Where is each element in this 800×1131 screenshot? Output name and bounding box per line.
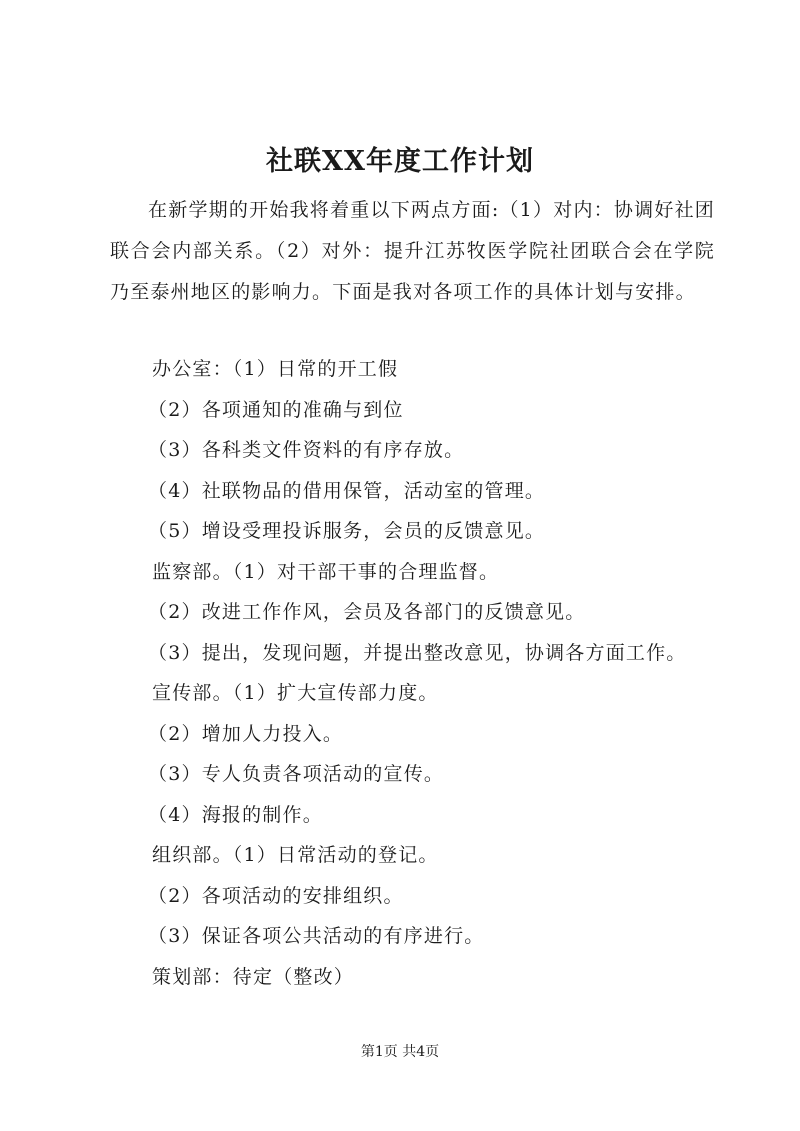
plan-line: 组织部。（1）日常活动的登记。 — [152, 844, 439, 866]
plan-line: 监察部。（1）对干部干事的合理监督。 — [152, 560, 500, 583]
plan-line: （3）保证各项公共活动的有序进行。 — [148, 925, 485, 947]
plan-line: （2）改进工作作风，会员及各部门的反馈意见。 — [148, 601, 586, 623]
plan-line: 宣传部。（1）扩大宣传部力度。 — [152, 682, 439, 704]
plan-line: （3）各科类文件资料的有序存放。 — [148, 439, 465, 461]
plan-line: （4）社联物品的借用保管，活动室的管理。 — [148, 479, 546, 502]
intro-paragraph: 在新学期的开始我将着重以下两点方面:（1）对内：协调好社团联合会内部关系。（2）对外：提升江苏牧医学院社团联合会在学院乃至泰州地区的影响力。下面是我对各项工作的具体计划与安排。 — [110, 199, 715, 303]
plan-line: 策划部：待定（整改） — [152, 965, 355, 988]
page-footer: 第1页 共4页 — [360, 1044, 440, 1060]
document-title: 社联XX年度工作计划 — [266, 146, 534, 177]
plan-line: （3）提出，发现问题，并提出整改意见，协调各方面工作。 — [148, 641, 687, 664]
plan-line: （2）各项通知的准确与到位 — [148, 398, 404, 421]
plan-line: （4）海报的制作。 — [148, 803, 323, 826]
plan-line: 办公室：（1）日常的开工假 — [152, 358, 399, 380]
plan-line: （5）增设受理投诉服务，会员的反馈意见。 — [148, 520, 546, 542]
plan-line: （2）增加人力投入。 — [148, 722, 344, 745]
plan-line: （2）各项活动的安排组织。 — [148, 884, 404, 907]
plan-line: （3）专人负责各项活动的宣传。 — [148, 763, 445, 785]
